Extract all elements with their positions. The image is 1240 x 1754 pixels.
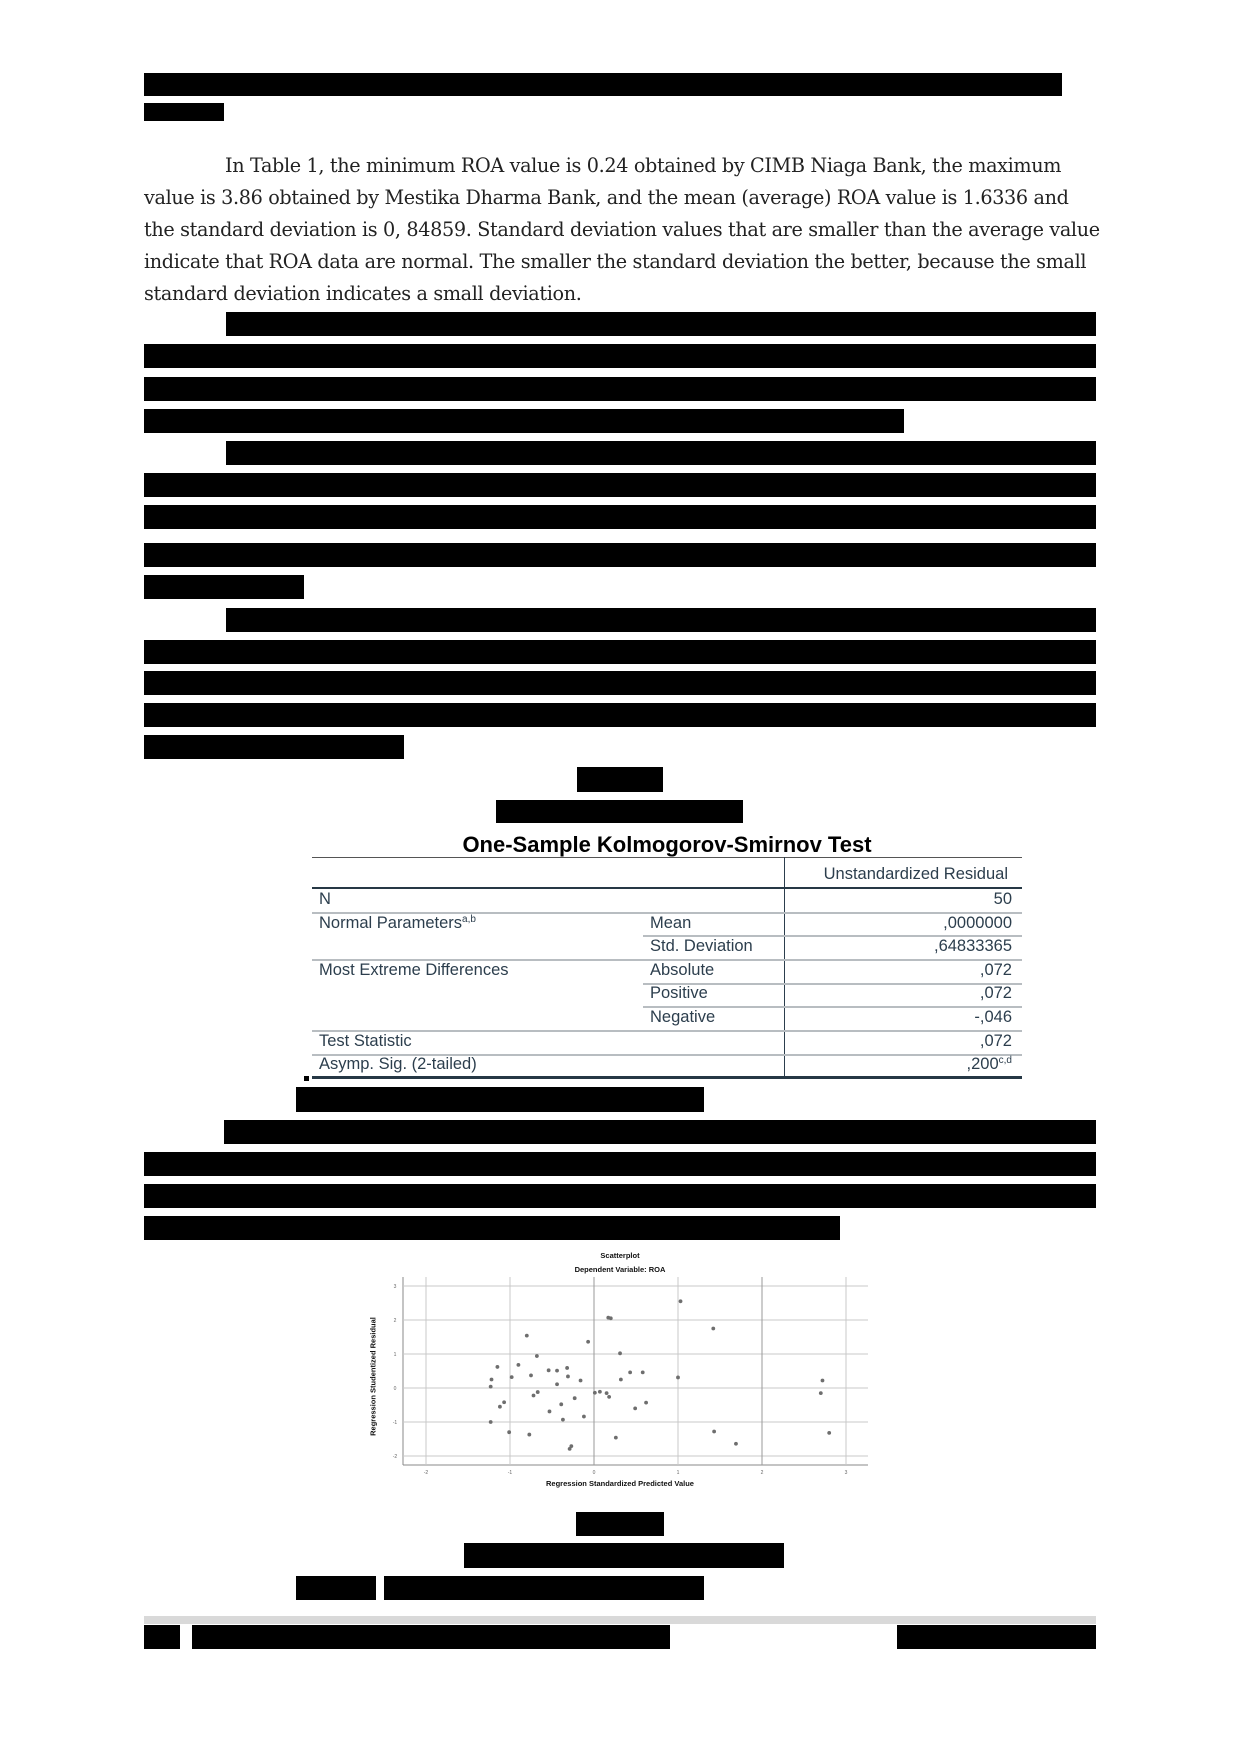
svg-text:0: 0 [393, 1386, 397, 1392]
table-row [312, 936, 1022, 959]
redacted-line [144, 671, 1096, 695]
redacted-source-label [296, 1576, 376, 1600]
scatter-plot-area [360, 1250, 880, 1510]
redacted-heading-line-2 [144, 103, 224, 121]
table-row [312, 1054, 1022, 1077]
row-value: ,0000000 [943, 914, 1012, 932]
svg-text:2: 2 [393, 1318, 397, 1324]
row-value: ,072 [979, 1032, 1012, 1050]
svg-text:2: 2 [760, 1470, 764, 1476]
redacted-line [144, 640, 1096, 664]
row-sublabel: Negative [650, 1008, 716, 1026]
redacted-line [144, 505, 1096, 529]
redacted-line [144, 473, 1096, 497]
redacted-line [226, 312, 1096, 336]
redacted-line [144, 575, 304, 599]
svg-text:-2: -2 [423, 1470, 429, 1476]
redacted-line [226, 441, 1096, 465]
table-header-row [312, 864, 1022, 887]
paragraph-1 [144, 150, 1100, 310]
redacted-line [144, 409, 904, 433]
svg-text:-2: -2 [392, 1454, 398, 1460]
row-sublabel: Mean [650, 914, 692, 932]
ks-test-table [312, 857, 1022, 1079]
row-sublabel: Positive [650, 984, 708, 1002]
row-value: ,200$^{c,d}$ [966, 1055, 1012, 1073]
redacted-figure-caption-title [464, 1543, 784, 1568]
table-row [312, 960, 1022, 983]
table-row [312, 889, 1022, 912]
chart-title: Scatterplot [600, 1251, 640, 1260]
redacted-line [144, 1216, 840, 1240]
redacted-heading-line-1 [144, 73, 1062, 96]
y-axis-label: Regression Studentized Residual [368, 1317, 378, 1436]
row-value: 50 [993, 890, 1012, 908]
redacted-footer-volume [897, 1625, 1096, 1649]
redacted-table-caption-number [577, 767, 663, 792]
redacted-line [226, 608, 1096, 632]
residual-scatterplot [360, 1250, 880, 1510]
chart-subtitle: Dependent Variable: ROA [574, 1265, 666, 1274]
redacted-footer-journal-name [192, 1625, 670, 1649]
row-value: ,072 [979, 984, 1012, 1002]
svg-text:1: 1 [393, 1352, 397, 1358]
column-header: Unstandardized Residual [823, 865, 1008, 883]
row-label: Asymp. Sig. (2-tailed) [319, 1055, 477, 1073]
row-value: ,64833365 [934, 937, 1012, 955]
svg-text:1: 1 [676, 1470, 680, 1476]
svg-text:3: 3 [393, 1284, 397, 1290]
svg-text:-1: -1 [507, 1470, 513, 1476]
footer-rule [144, 1616, 1096, 1624]
table-row [312, 913, 1022, 936]
redacted-marker [304, 1076, 309, 1081]
redacted-line [144, 543, 1096, 567]
table-bottom-rule [312, 1076, 1022, 1079]
row-label: Normal Parameters$^{a,b}$ [319, 914, 476, 932]
svg-text:3: 3 [844, 1470, 848, 1476]
redacted-line [144, 377, 1096, 401]
row-label: Test Statistic [319, 1032, 412, 1050]
svg-text:-1: -1 [392, 1420, 398, 1426]
paragraph-line: standard deviation indicates a small deviation. [144, 282, 582, 305]
table-title: One-Sample Kolmogorov-Smirnov Test [462, 832, 872, 857]
table-row [312, 1031, 1022, 1054]
table-top-rule [312, 857, 1022, 858]
row-label: N [319, 890, 331, 908]
redacted-line [144, 344, 1096, 368]
x-axis-label: Regression Standardized Predicted Value [546, 1479, 694, 1488]
svg-text:0: 0 [592, 1470, 596, 1476]
redacted-line [144, 703, 1096, 727]
redacted-line [224, 1120, 1096, 1144]
table-row [312, 983, 1022, 1006]
row-sublabel: Absolute [650, 961, 715, 979]
redacted-source-text [384, 1576, 704, 1600]
redacted-line [144, 1152, 1096, 1176]
row-sublabel: Std. Deviation [650, 937, 753, 955]
redacted-figure-caption-number [576, 1512, 664, 1536]
redacted-line [144, 735, 404, 759]
row-value: -,046 [974, 1008, 1012, 1026]
redacted-footer-page-number [144, 1625, 180, 1649]
redacted-line [144, 1184, 1096, 1208]
paragraph-line: value is 3.86 obtained by Mestika Dharma Bank, and the mean (average) ROA value is 1.6336 and [144, 186, 1069, 209]
table-row [312, 1007, 1022, 1030]
paragraph-line: In Table 1, the minimum ROA value is 0.24 obtained by CIMB Niaga Bank, the maximum [225, 154, 1062, 177]
paragraph-line: indicate that ROA data are normal. The smaller the standard deviation the better, because the small [144, 250, 1087, 273]
row-value: ,072 [979, 961, 1012, 979]
redacted-table-caption-title [496, 800, 743, 823]
row-label: Most Extreme Differences [319, 961, 509, 979]
paragraph-line: the standard deviation is 0, 84859. Standard deviation values that are smaller than the average value [144, 218, 1100, 241]
redacted-line [296, 1087, 704, 1112]
